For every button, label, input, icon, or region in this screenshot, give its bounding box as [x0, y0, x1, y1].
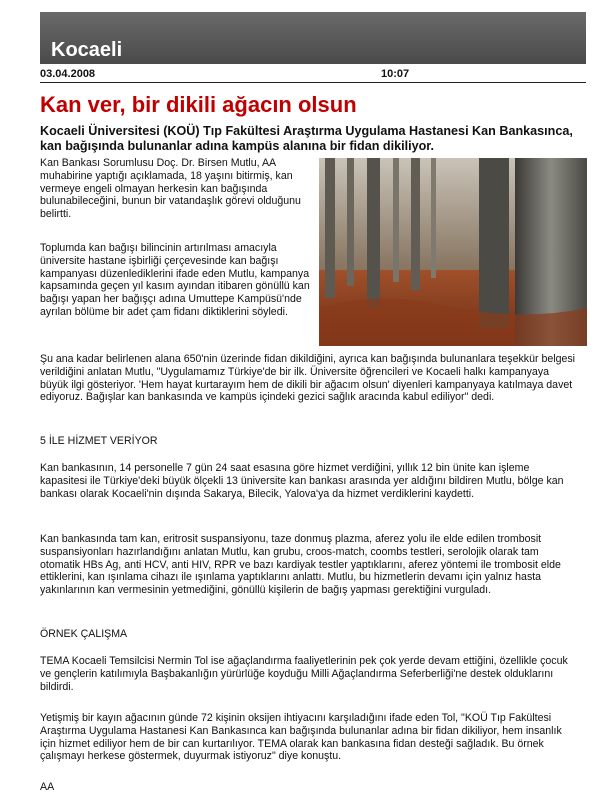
subheading-example: ÖRNEK ÇALIŞMA [40, 628, 128, 640]
lead-paragraph: Kocaeli Üniversitesi (KOÜ) Tıp Fakültesi Araştırma Uygulama Hastanesi Kan Bankasınca, kan bağışında bulunanlar adına kampüs alanına bir fidan dikiliyor. [40, 124, 573, 153]
paragraph-5: Kan bankasında tam kan, eritrosit suspansiyonu, taze donmuş plazma, aferez yolu ile elde edilen trombosit suspansiyonları hazırlandığını anlatan Mutlu, kan grubu, croos-match, coombs testleri, serolojik olarak tam otomatik HBs Ag, anti HCV, anti HIV, RPR ve bazı kardiyak testler yaptıklarını, aferez yöntemi ile trombosit elde ettiklerini, kan ışınlama cihazı ile ışınlama yaptıklarını anlattı. Mutlu, bu hizmetlerin devamı için yalnız hasta yakınlarının kan vermesinin yetmediğini, gönüllü kişilerin de bağış yapması gerektiğini vurguladı. [40, 533, 561, 597]
section-title: Kocaeli [51, 39, 123, 61]
forest-illustration [319, 158, 587, 346]
article-time: 10:07 [381, 68, 410, 80]
paragraph-4: Kan bankasının, 14 personelle 7 gün 24 saat esasına göre hizmet verdiğini, yıllık 12 bin ünite kan işleme kapasitesi ile Türkiye'deki büyük ölçekli 13 üniversite kan bankası arasında yer aldığını bildiren Mutlu, bölge kan bankası olarak Kocaeli'nin dışında Sakarya, Bilecik, Yalova'ya da hizmet verdiklerini kaydetti. [40, 462, 564, 500]
headline: Kan ver, bir dikili ağacın olsun [40, 92, 357, 117]
paragraph-2: Toplumda kan bağışı bilincinin artırılması amacıyla üniversite hastane işbirliği çerçevesinde kan bağışı kampanyası düzenlediklerini ifade eden Mutlu, kampanya kapsamında geçen yıl kasım ayından itibaren gönüllü kan bağışı yapan her bağışçı adına Umuttepe Kampüsü'nde ayrılan bölüme bir adet çam fidanı diktiklerini söyledi. [40, 242, 310, 318]
subheading-service: 5 İLE HİZMET VERİYOR [40, 435, 158, 447]
forest-photo [319, 158, 587, 346]
source-credit: AA [40, 781, 55, 793]
paragraph-6: TEMA Kocaeli Temsilcisi Nermin Tol ise ağaçlandırma faaliyetlerinin pek çok yerde devam ettiğini, özellikle çocuk ve gençlerin katılımıyla Başbakanlığın yürürlüğe koyduğu Milli Ağaçlandırma Seferberliği'ne destek olduklarını bildirdi. [40, 655, 568, 693]
meta-row [40, 66, 586, 83]
section-header [40, 12, 586, 64]
paragraph-1: Kan Bankası Sorumlusu Doç. Dr. Birsen Mutlu, AA muhabirine yaptığı açıklamada, 18 yaşını bitirmiş, kan vermeye engeli olmayan herkesin kan bağışında bulunabileceğini, bunun bir vatandaşlık görevi olduğunu belirtti. [40, 157, 301, 221]
article-date: 03.04.2008 [40, 68, 96, 80]
paragraph-3: Şu ana kadar belirlenen alana 650'nin üzerinde fidan dikildiğini, ayrıca kan bağışında bulunanlara teşekkür belgesi verildiğini anlatan Mutlu, "Uygulamamız Türkiye'de bir ilk. Üniversite öğrencileri ve Kocaeli halkı kampanyaya büyük ilgi gösteriyor. 'Hem hayat kurtarayım hem de dikili bir ağacım olsun' diyenleri kampanyaya katılmaya davet ediyoruz. Bağışlar kan bankasında ve kampüs içindeki gezici sağlık aracında kabul ediliyor" dedi. [40, 353, 576, 404]
paragraph-7: Yetişmiş bir kayın ağacının günde 72 kişinin oksijen ihtiyacını karşıladığını ifade eden Tol, "KOÜ Tıp Fakültesi Araştırma Uygulama Hastanesi Kan Bankasınca kan bağışında bulunanlar adına bir fidan dikiliyor, hem insanlık için hizmet ediliyor hem de bir can kurtarılıyor. TEMA olarak kan bankasına fidan desteği sağladık. Bu örnek çalışmayı herkese göstermek, duyurmak istiyoruz" diye konuştu. [40, 712, 562, 763]
